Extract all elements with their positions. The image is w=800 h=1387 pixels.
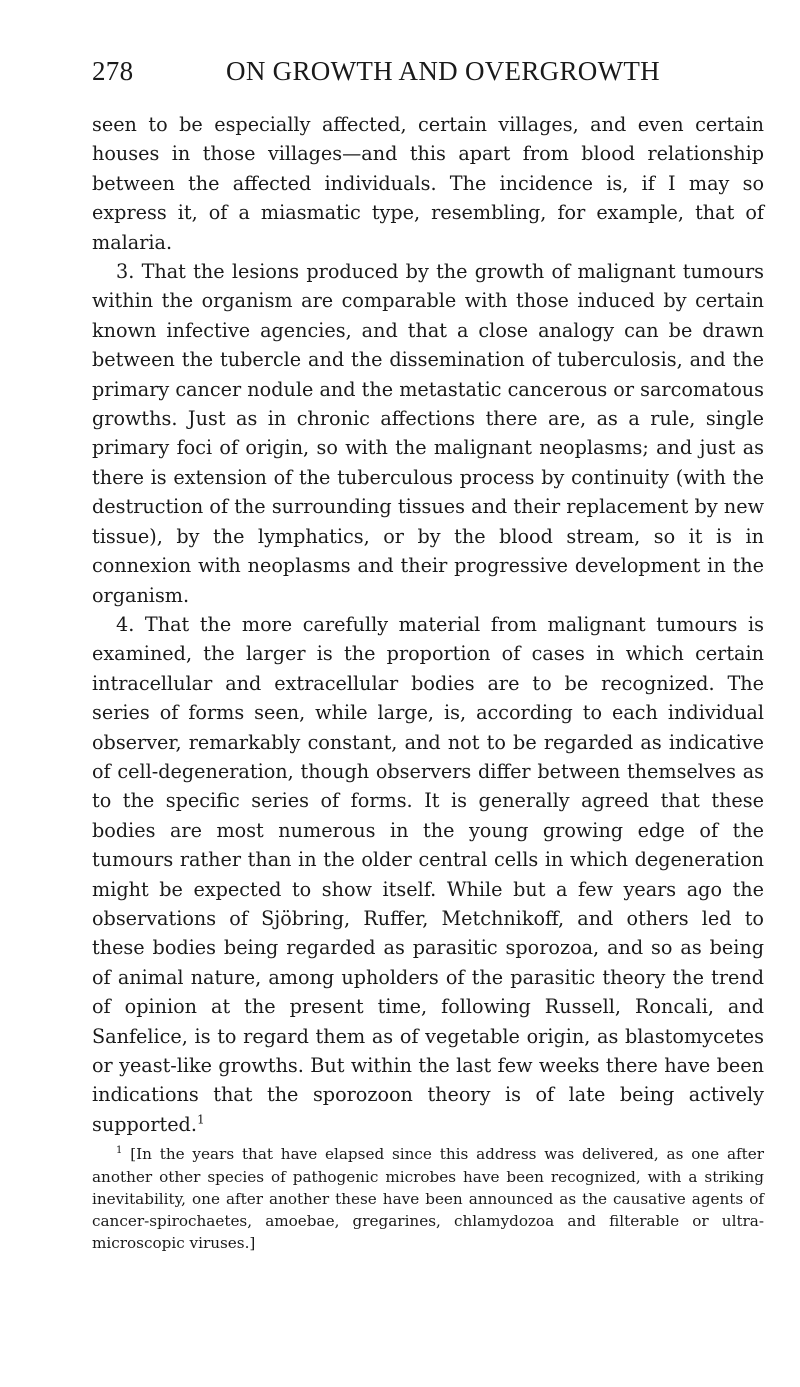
page-header (92, 48, 764, 88)
body-text (92, 110, 764, 1139)
paragraph-point-3: 3. That the lesions produced by the growth of malignant tumours within the organism are comparable with those induced by certain known infective agencies, and that a close analogy can be drawn between the tubercle and the dissemination of tuberculosis, and the primary cancer nodule and the metastatic cancerous or sarcomatous growths. Just as in chronic affections there are, as a rule, single primary foci of origin, so with the malignant neoplasms; and just as there is extension of the tuberculous process by continuity (with the destruction of the surrounding tissues and their replacement by new tissue), by the lymphatics, or by the blood stream, so it is in connexion with neoplasms and their progressive development in the organism. (92, 260, 764, 607)
footnote-text: [In the years that have elapsed since this address was delivered, as one after another other species of pathogenic microbes have been recognized, with a striking inevitability, one after another these have been announced as the causative agents of cancer-spirochaetes, amoebae, gregarines, chlamydozoa and filterable or ultra-microscopic viruses.] (92, 1145, 765, 1253)
running-head: ON GROWTH AND OVERGROWTH (226, 56, 660, 86)
footnote (92, 1143, 764, 1254)
book-page (92, 48, 764, 1255)
footnote-reference: 1 (196, 1112, 205, 1127)
footnote-marker: 1 (116, 1145, 123, 1157)
paragraph-point-4-text: 4. That the more carefully material from malignant tumours is examined, the larger is the proportion of cases in which certain intracellular and extracellular bodies are to be recognized. The series of forms seen, while large, is, according to each individual observer, remarkably constant, and not to be regarded as indicative of cell-degeneration, though observers differ between themselves as to the specific series of forms. It is generally agreed that these bodies are most numerous in the young growing edge of the tumours rather than in the older central cells in which degeneration might be expected to show itself. While but a few years ago the observations of Sjöbring, Ruffer, Metchnikoff, and others led to these bodies being regarded as parasitic sporozoa, and so as being of animal nature, among upholders of the parasitic theory the trend of opinion at the present time, following Russell, Roncali, and Sanfelice, is to regard them as of vegetable origin, as blastomycetes or yeast-like growths. But within the last few weeks there have been indications that the sporozoon theory is of late being actively supported. (92, 612, 764, 1136)
paragraph-continuation: seen to be especially affected, certain villages, and even certain houses in those villages—and this apart from blood relationship between the affected individuals. The incidence is, if I may so express it, of a miasmatic type, resembling, for example, that of malaria. (92, 113, 764, 254)
paragraph-point-4 (92, 610, 764, 1139)
page-number: 278 (92, 56, 134, 86)
